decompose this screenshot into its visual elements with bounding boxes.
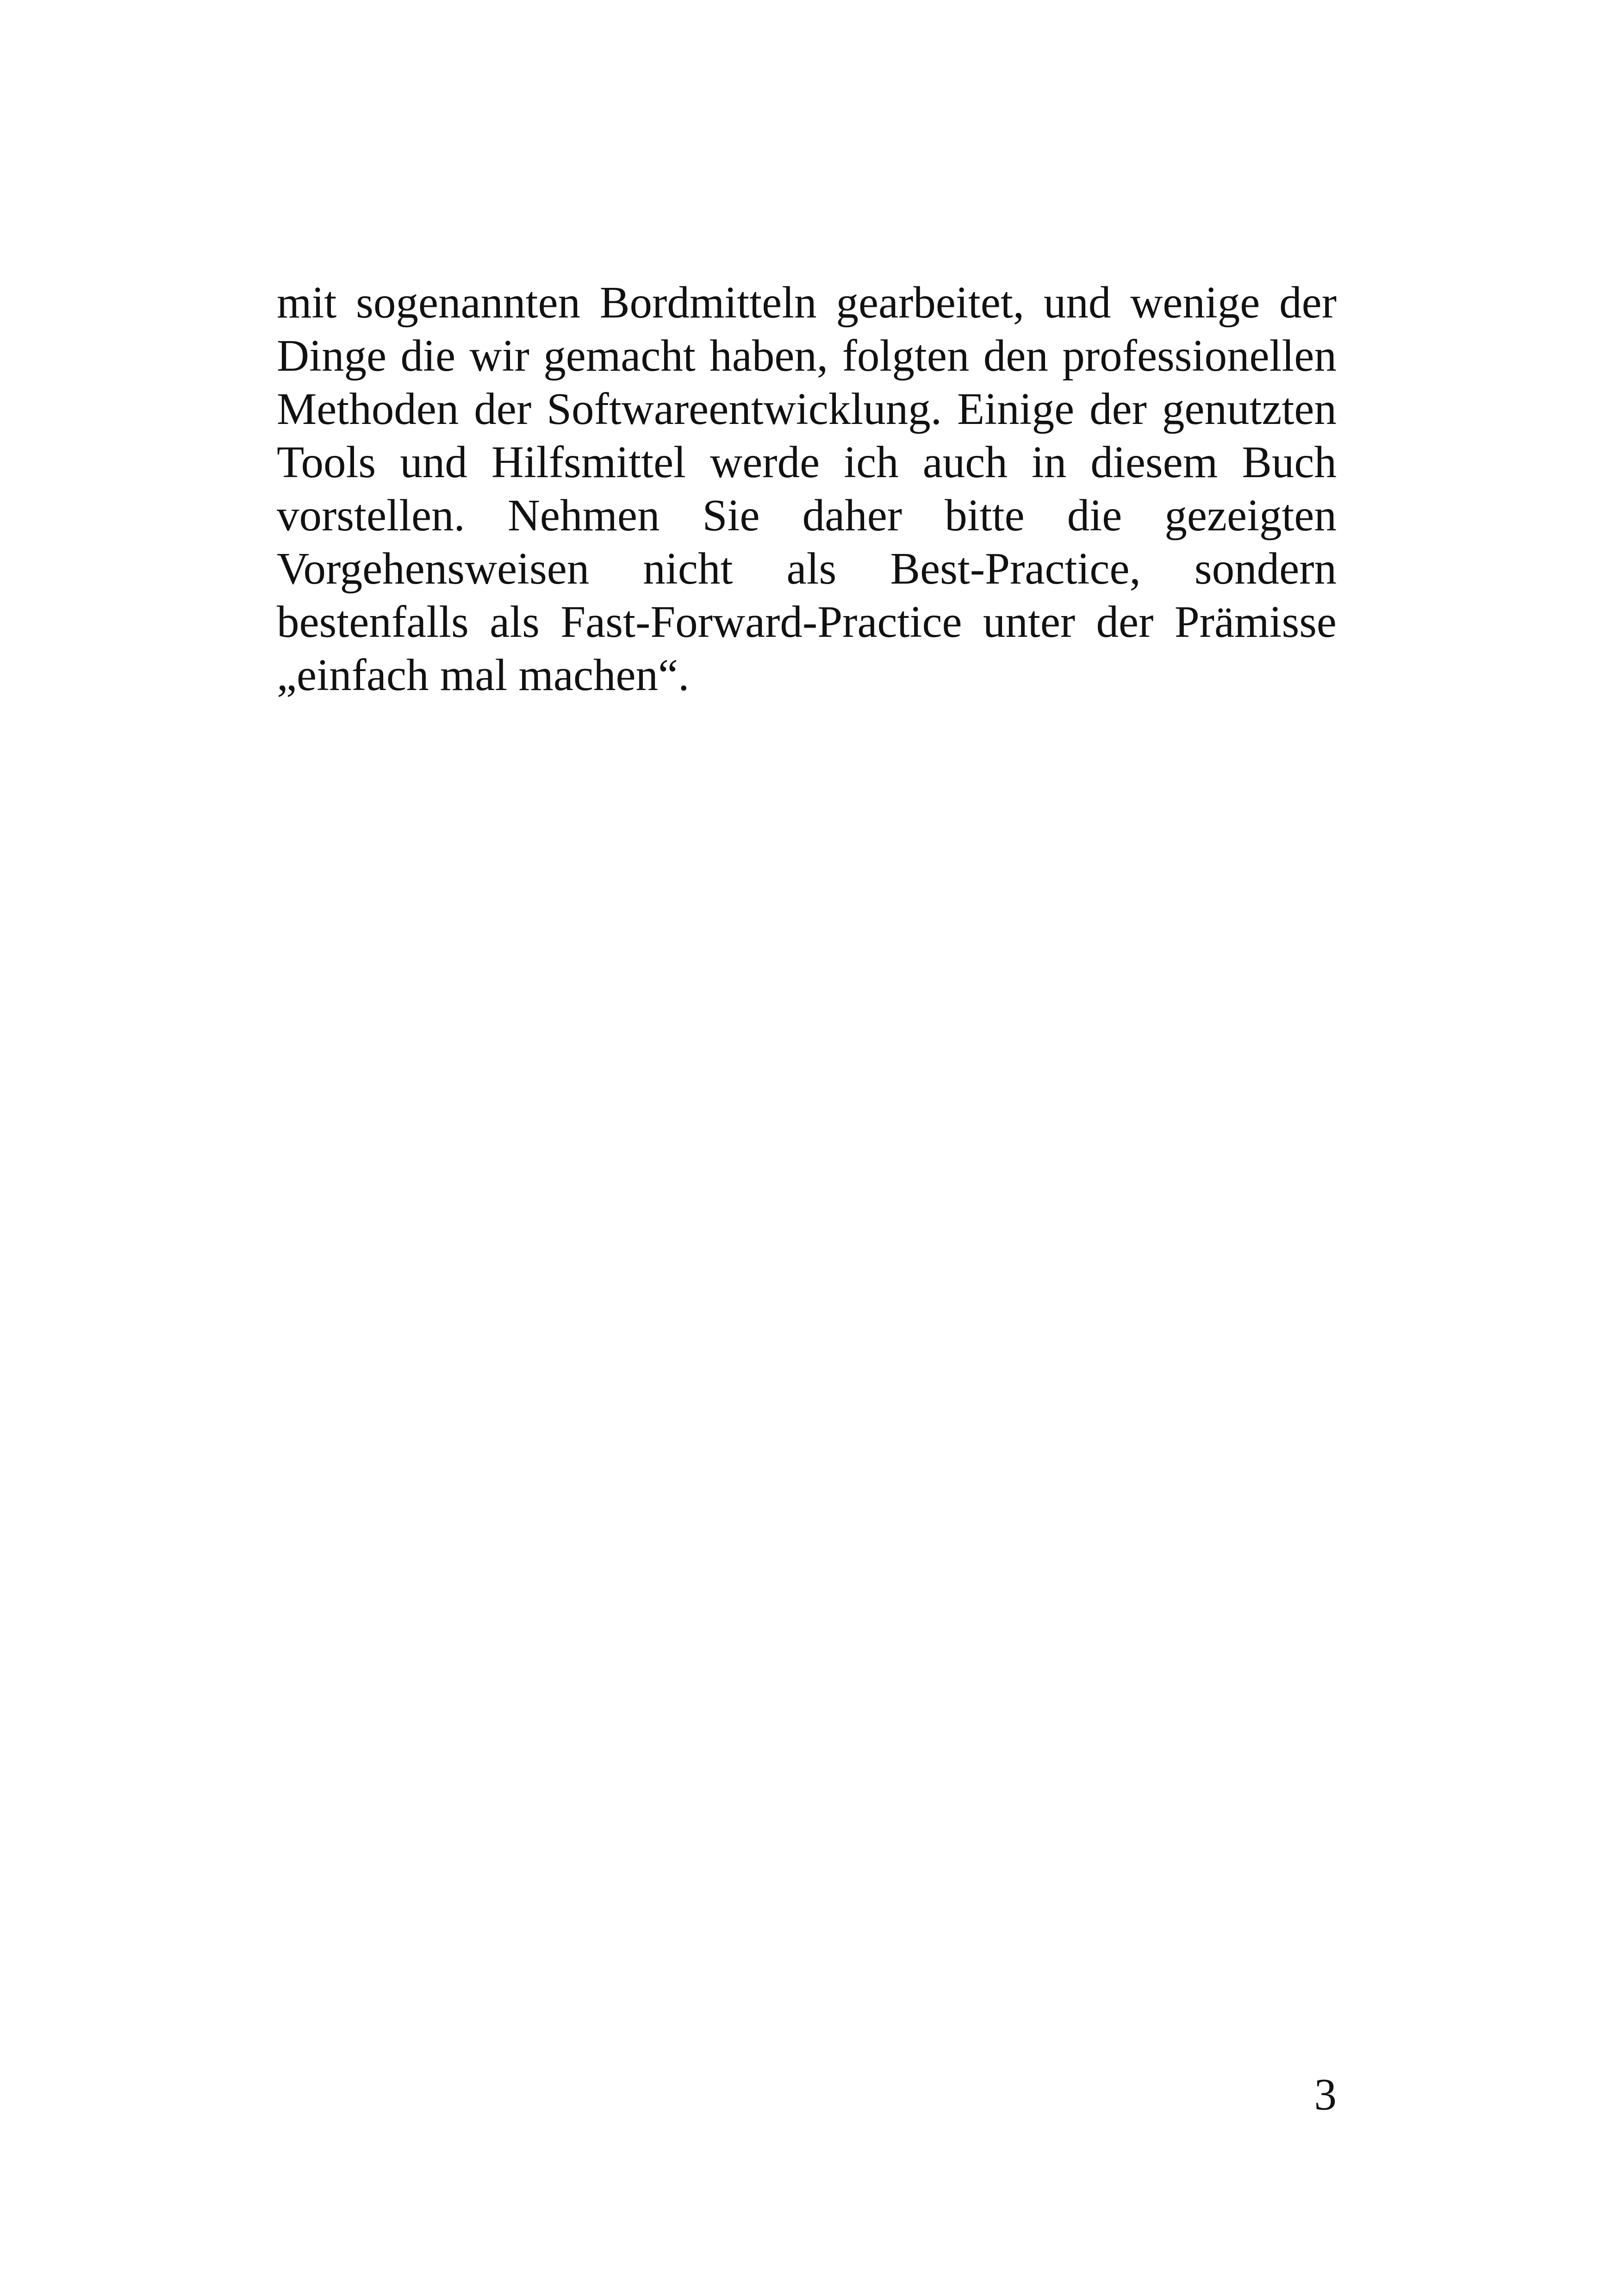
page-number: 3 [1314,2070,1337,2119]
paragraph-line: vorstellen. Nehmen Sie daher bitte die gezeigten [277,491,1337,540]
paragraph-line-last: „einfach mal machen“. [277,650,690,700]
body-paragraph [277,276,1337,702]
paragraph-line: bestenfalls als Fast-Forward-Practice unter der Prämisse [277,597,1337,647]
paragraph-line: Tools und Hilfsmittel werde ich auch in diesem Buch [277,437,1337,487]
paragraph-line: Vorgehensweisen nicht als Best-Practice, sondern [277,544,1337,593]
paragraph-line: Dinge die wir gemacht haben, folgten den professionellen [277,331,1337,380]
paragraph-line: mit sogenannten Bordmitteln gearbeitet, und wenige der [277,278,1337,327]
paragraph-line: Methoden der Softwareentwicklung. Einige der genutzten [277,384,1337,434]
